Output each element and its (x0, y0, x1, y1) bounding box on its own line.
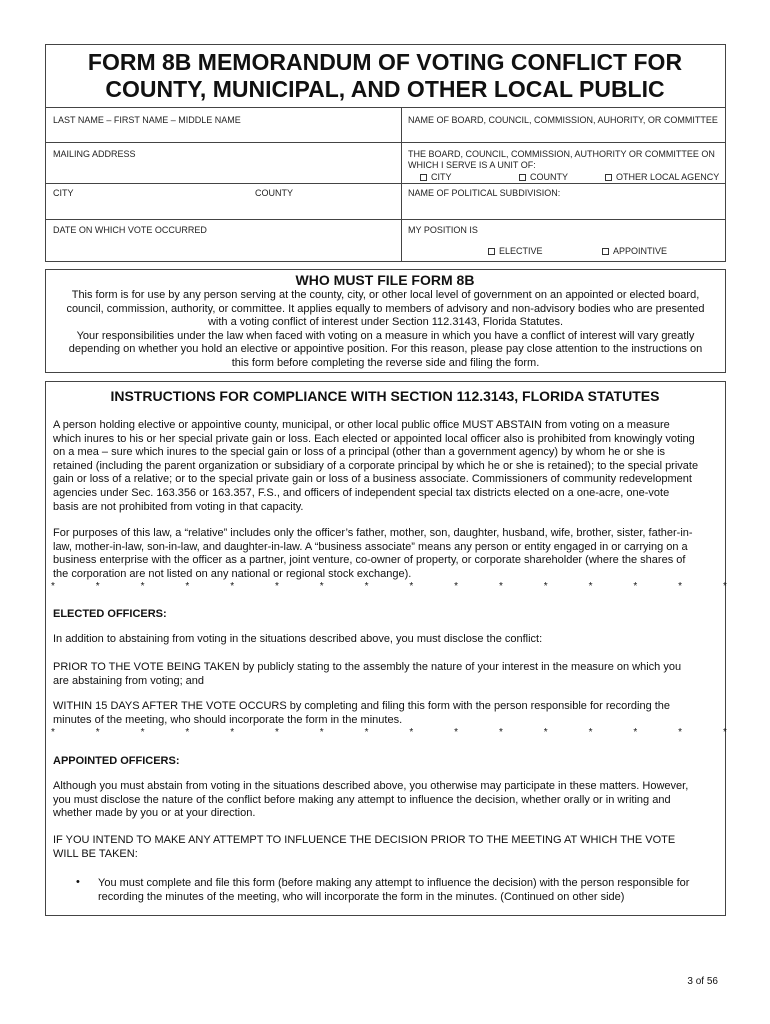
star: * (588, 727, 593, 738)
star: * (230, 581, 235, 592)
unit-of-label-line2: WHICH I SERVE IS A UNIT OF: (408, 160, 536, 170)
star: * (95, 727, 100, 738)
text-line: You must complete and file this form (before making any attempt to influence the decision) with the person responsible for (98, 877, 690, 889)
text-line: basis are not prohibited from voting in that capacity. (53, 500, 304, 513)
position-label: MY POSITION IS (408, 225, 478, 235)
text-line: PRIOR TO THE VOTE BEING TAKEN by publicly stating to the assembly the nature of your interest in the measure on which you (53, 661, 682, 673)
appointed-officers-heading: APPOINTED OFFICERS: (53, 755, 180, 767)
instructions-paragraph-1 (53, 419, 723, 514)
text-line: This form is for use by any person serving at the county, city, or other local level of government on an appointed or elected board, (71, 289, 700, 301)
star: * (454, 727, 459, 738)
checkbox-city[interactable]: CITY (420, 172, 452, 183)
checkbox-icon (488, 248, 495, 255)
text-line: with a voting conflict of interest under Section 112.3143, Florida Statutes. (207, 316, 564, 329)
county-field-label: COUNTY (255, 188, 293, 198)
text-line: whether made by you or at your direction. (53, 807, 256, 820)
star: * (678, 727, 683, 738)
star: * (633, 581, 638, 592)
text-line: agencies under Sec. 163.356 or 163.357, F.S., and officers of independent special tax districts elected on a one-acre, one-vote (53, 486, 670, 499)
text-line: the corporation are not listed on any national or regional stock exchange). (53, 567, 412, 580)
checkbox-icon (602, 248, 609, 255)
elected-officers-text-3 (53, 700, 723, 727)
bullet-text (98, 877, 718, 904)
elected-officers-text-1: In addition to abstaining from voting in the situations described above, you must disclose the conflict: (53, 633, 543, 645)
star: * (588, 581, 593, 592)
text-line: minutes of the meeting, who should incorporate the form in the minutes. (53, 713, 403, 726)
star: * (409, 581, 414, 592)
checkbox-other-local-agency[interactable]: OTHER LOCAL AGENCY (605, 172, 719, 183)
header-column-divider (401, 107, 402, 262)
star: * (498, 581, 503, 592)
instructions-heading: INSTRUCTIONS FOR COMPLIANCE WITH SECTION 112.3143, FLORIDA STATUTES (110, 388, 660, 404)
star: * (319, 727, 324, 738)
text-line: retained (including the parent organization or subsidiary of a corporate principal by which he or she is retained); to the special private (53, 459, 699, 472)
who-must-file-text (48, 289, 723, 371)
form-title-line2: COUNTY, MUNICIPAL, AND OTHER LOCAL PUBLIC (105, 76, 665, 102)
header-divider (45, 107, 726, 108)
text-line: council, commission, authority, or committee. It applies equally to members of advisory and non-advisory bodies who are presented (66, 302, 705, 315)
checkbox-appointive[interactable]: APPOINTIVE (602, 246, 667, 257)
star: * (230, 727, 235, 738)
star: * (185, 581, 190, 592)
mailing-address-label: MAILING ADDRESS (53, 149, 136, 159)
star: * (140, 727, 145, 738)
bullet-icon: • (76, 876, 80, 888)
star: * (274, 581, 279, 592)
name-field-label: LAST NAME – FIRST NAME – MIDDLE NAME (53, 115, 241, 125)
text-line: WILL BE TAKEN: (53, 847, 138, 860)
text-line: Your responsibilities under the law when faced with voting on a measure in which you have a conflict of interest will vary greatly (76, 329, 695, 342)
text-line: business enterprise with the officer as a partner, joint venture, co-owner of property, or corporate shareholder (where the shares of (53, 554, 686, 567)
star: * (722, 581, 727, 592)
text-line: this form before completing the reverse side and filing the form. (231, 356, 540, 369)
star: * (51, 727, 55, 738)
star: * (409, 727, 414, 738)
vote-date-label: DATE ON WHICH VOTE OCCURRED (53, 225, 207, 235)
appointed-officers-text-1 (53, 780, 723, 821)
text-line: IF YOU INTEND TO MAKE ANY ATTEMPT TO INFLUENCE THE DECISION PRIOR TO THE MEETING AT WHICH THE VOTE (53, 834, 676, 846)
checkbox-county[interactable]: COUNTY (519, 172, 568, 183)
row-divider-2 (45, 183, 726, 184)
text-line: gain or loss of a relative; or to the special private gain or loss of a business associate. Commissioners of community redevelopment (53, 473, 692, 486)
star: * (274, 727, 279, 738)
political-subdivision-label: NAME OF POLITICAL SUBDIVISION: (408, 188, 561, 198)
instructions-paragraph-2 (53, 527, 723, 581)
row-divider-3 (45, 219, 726, 220)
board-field-label: NAME OF BOARD, COUNCIL, COMMISSION, AUHORITY, OR COMMITTEE (408, 115, 718, 125)
text-line: For purposes of this law, a “relative” includes only the officer’s father, mother, son, daughter, husband, wife, brother, sister, father-in- (53, 527, 693, 539)
star-separator-1 (51, 582, 727, 592)
star: * (633, 727, 638, 738)
star: * (678, 581, 683, 592)
text-line: A person holding elective or appointive county, municipal, or other local public office MUST ABSTAIN from voting on a measure (53, 419, 670, 431)
text-line: are abstaining from voting; and (53, 674, 205, 687)
checkbox-icon (519, 174, 526, 181)
star: * (543, 581, 548, 592)
star: * (498, 727, 503, 738)
checkbox-icon (420, 174, 427, 181)
text-line: recording the minutes of the meeting, who will incorporate the form in the minutes. (Continued on other side) (98, 890, 625, 903)
star: * (364, 727, 369, 738)
text-line: law, mother-in-law, son-in-law, and daughter-in-law. A “business associate” means any person or entity engaged in or carrying on a (53, 540, 688, 553)
checkbox-icon (605, 174, 612, 181)
star: * (51, 581, 55, 592)
star: * (319, 581, 324, 592)
checkbox-elective[interactable]: ELECTIVE (488, 246, 543, 257)
text-line: on a mea – sure which inures to the special gain or loss of a principal (other than a government agency) by whom he or she is (53, 446, 666, 459)
elected-officers-heading: ELECTED OFFICERS: (53, 608, 167, 620)
page-number: 3 of 56 (687, 976, 718, 987)
city-field-label: CITY (53, 188, 74, 198)
appointed-officers-text-2 (53, 834, 723, 861)
text-line: depending on whether you hold an elective or appointive position. For this reason, please pay close attention to the instructions on (68, 343, 703, 356)
star: * (95, 581, 100, 592)
star: * (722, 727, 727, 738)
row-divider-1 (45, 142, 726, 143)
text-line: Although you must abstain from voting in the situations described above, you otherwise may participate in these matters. However, (53, 780, 689, 792)
star: * (140, 581, 145, 592)
unit-of-label-line1: THE BOARD, COUNCIL, COMMISSION, AUTHORITY OR COMMITTEE ON (408, 149, 715, 159)
text-line: WITHIN 15 DAYS AFTER THE VOTE OCCURS by completing and filing this form with the person responsible for recording the (53, 700, 671, 712)
form-title-line1: FORM 8B MEMORANDUM OF VOTING CONFLICT FOR (87, 49, 683, 75)
who-must-file-heading: WHO MUST FILE FORM 8B (295, 272, 475, 288)
star-separator-2 (51, 728, 727, 738)
elected-officers-text-2 (53, 661, 723, 688)
text-line: you must disclose the nature of the conflict before making any attempt to influence the decision, whether orally or in writing and (53, 793, 671, 806)
star: * (543, 727, 548, 738)
star: * (364, 581, 369, 592)
text-line: which inures to his or her special private gain or loss. Each elected or appointed local officer also is prohibited from knowingly voting (53, 432, 695, 445)
star: * (454, 581, 459, 592)
star: * (185, 727, 190, 738)
